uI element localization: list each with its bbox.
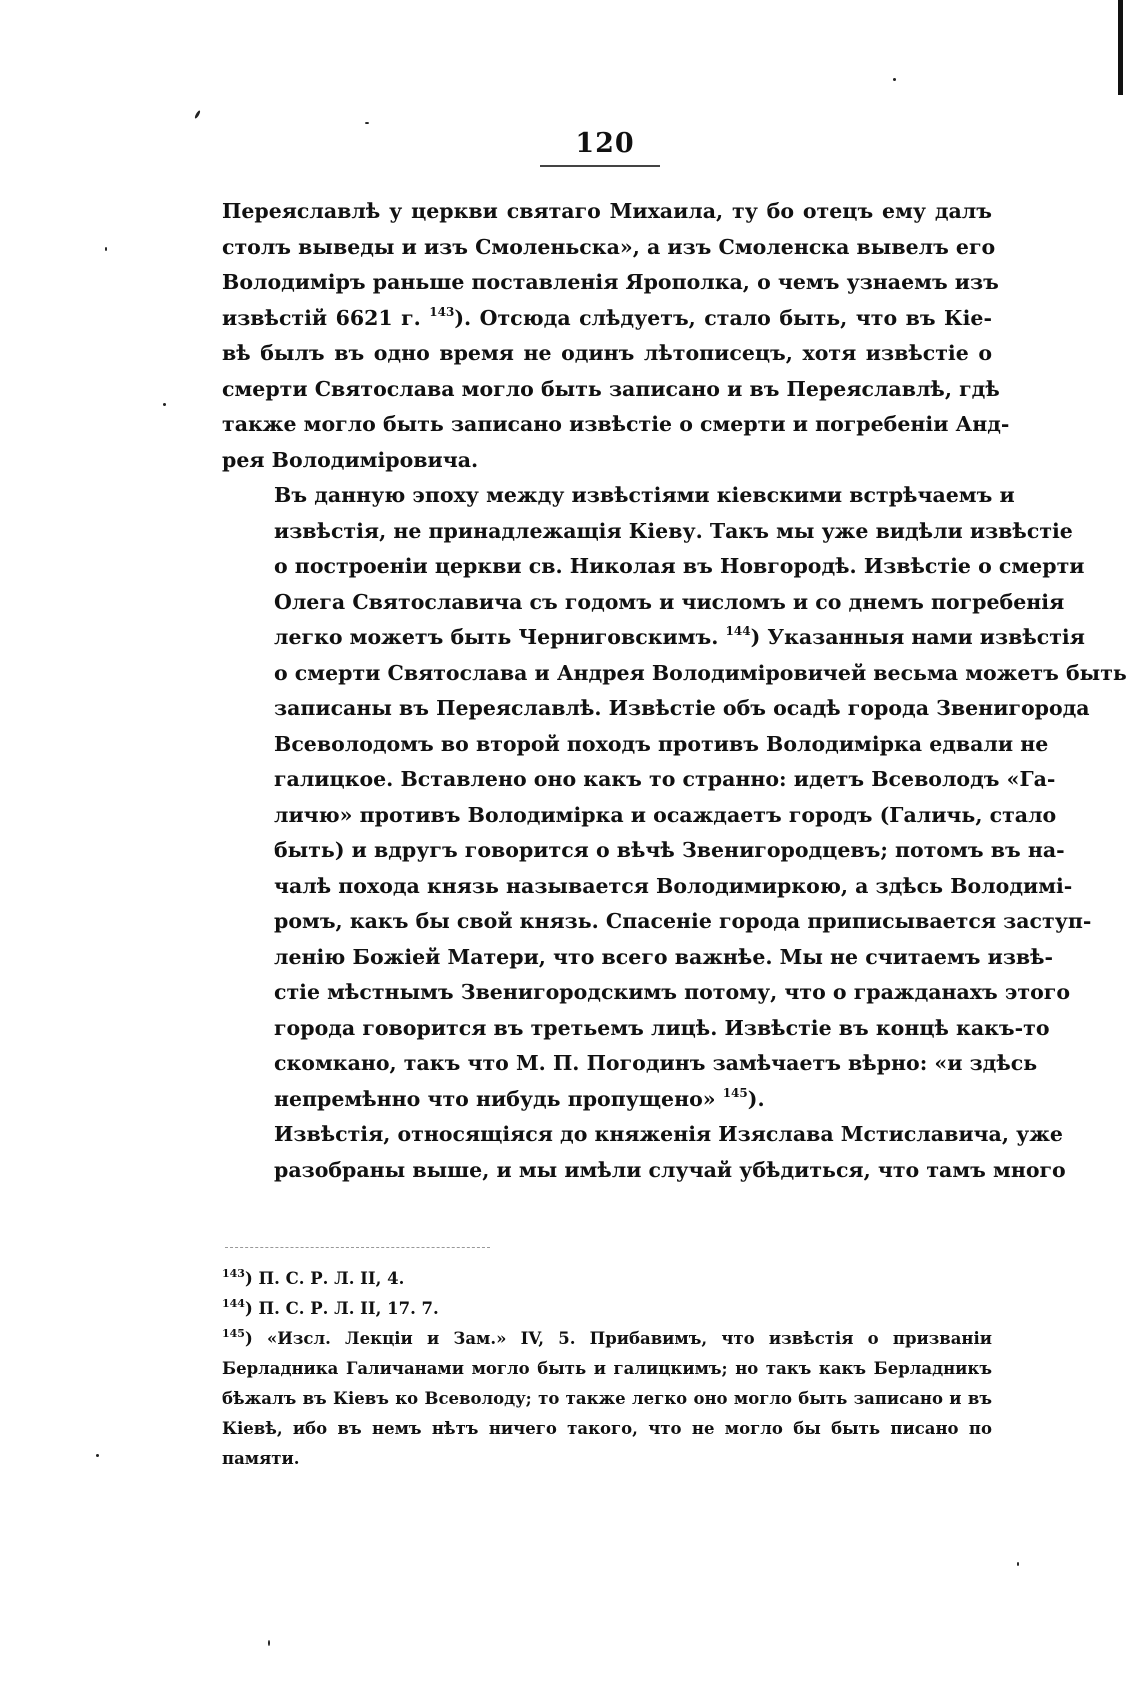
text-segment: ) Указанныя нами извѣстія <box>750 625 1085 649</box>
scan-speck <box>268 1640 270 1646</box>
text-line: вѣ былъ въ одно время не одинъ лѣтописецъ, хотя извѣстіе о <box>222 341 992 365</box>
text-line: рея Володиміровича. <box>222 447 479 472</box>
text-line: ромъ, какъ бы свой князь. Спасеніе города приписывается заступ- <box>274 909 1092 933</box>
text-line: Извѣстія, относящіяся до княженія Изяслава Мстиславича, уже <box>274 1122 1063 1146</box>
page-edge-bar <box>1118 0 1123 95</box>
paragraph <box>222 478 1127 1117</box>
page-number-rule <box>540 165 660 167</box>
text-line: Переяславлѣ у церкви святаго Михаила, ту бо отецъ ему далъ <box>222 199 992 223</box>
text-line: извѣстія, не принадлежащія Кіеву. Такъ мы уже видѣли извѣстіе <box>274 518 1073 543</box>
footnote-mark: 144 <box>222 1297 245 1310</box>
text-line: быть) и вдругъ говорится о вѣчѣ Звенигородцевъ; потомъ въ на- <box>274 838 1065 862</box>
scan-speck <box>893 78 896 81</box>
text-line <box>222 301 992 337</box>
text-segment: ). Отсюда слѣдуетъ, стало быть, что въ Кіе- <box>454 305 992 330</box>
footnote-text: ) П. С. Р. Л. II, 17. 7. <box>244 1299 439 1318</box>
paragraph <box>222 1117 1066 1188</box>
text-line: личю» противъ Володимірка и осаждаетъ городъ (Галичь, стало <box>274 802 1057 827</box>
text-line: города говорится въ третьемъ лицѣ. Извѣстіе въ концѣ какъ-то <box>274 1015 1050 1040</box>
text-segment: извѣстій 6621 г. <box>222 305 430 330</box>
text-line: галицкое. Вставлено оно какъ то странно: идетъ Всеволодъ «Га- <box>274 767 1056 791</box>
footnote-text: ) П. С. Р. Л. II, 4. <box>244 1269 405 1288</box>
footnote-text: ) «Изсл. Лекціи и Зам.» IV, 5. Прибавимъ, что извѣстія о призваніи Берладника Галичанами могло быть и галицкимъ; но такъ какъ Берладникъ бѣжалъ въ Кіевъ ко Всеволоду; то также легко оно могло быть записано и въ Кіевѣ, ибо въ немъ нѣтъ ничего такого, что не могло бы быть писано по памяти. <box>222 1329 992 1468</box>
text-line: чалѣ похода князь называется Володимиркою, а здѣсь Володимі- <box>274 873 1073 898</box>
text-line <box>222 620 1085 656</box>
text-line: о смерти Святослава и Андрея Володиміровичей весьма можетъ быть <box>274 660 1127 685</box>
footnote <box>222 1264 992 1294</box>
text-segment: непремѣнно что нибудь пропущено» <box>274 1086 723 1111</box>
body-text <box>222 194 1127 1188</box>
text-line: столъ выведы и изъ Смоленьска», а изъ Смоленска вывелъ его <box>222 234 996 259</box>
text-line: Всеволодомъ во второй походъ противъ Володимірка едвали не <box>274 731 1049 756</box>
scan-speck <box>194 110 201 119</box>
text-line: Въ данную эпоху между извѣстіями кіевскими встрѣчаемъ и <box>274 483 1015 507</box>
footnotes <box>222 1264 992 1474</box>
text-line: записаны въ Переяславлѣ. Извѣстіе объ осадѣ города Звенигорода <box>274 696 1090 720</box>
text-line: Олега Святославича съ годомъ и числомъ и со днемъ погребенія <box>274 589 1065 614</box>
footnote-mark: 143 <box>222 1267 245 1280</box>
text-segment: легко можетъ быть Черниговскимъ. <box>274 625 726 649</box>
text-segment: ). <box>747 1086 765 1111</box>
text-line: разобраны выше, и мы имѣли случай убѣдиться, что тамъ много <box>274 1157 1066 1182</box>
footnote-mark: 145 <box>222 1327 245 1340</box>
text-line: также могло быть записано извѣстіе о смерти и погребеніи Анд- <box>222 412 1010 436</box>
page-number: 120 <box>575 128 635 159</box>
scan-speck <box>1017 1562 1019 1566</box>
scan-speck <box>96 1454 99 1457</box>
scan-speck <box>105 247 107 251</box>
footnote-reference[interactable]: 145 <box>722 1085 748 1100</box>
text-line: Володиміръ раньше поставленія Ярополка, о чемъ узнаемъ изъ <box>222 270 999 294</box>
footnote <box>222 1324 992 1474</box>
footnote-reference[interactable]: 143 <box>429 304 455 319</box>
paragraph <box>222 194 1010 478</box>
scan-speck <box>365 122 369 124</box>
text-line: ленію Божіей Матери, что всего важнѣе. Мы не считаемъ извѣ- <box>274 944 1054 969</box>
text-line <box>222 1082 992 1118</box>
text-line: стіе мѣстнымъ Звенигородскимъ потому, что о гражданахъ этого <box>274 980 1071 1004</box>
footnote <box>222 1294 992 1324</box>
scan-speck <box>163 403 166 406</box>
text-line: скомкано, такъ что М. П. Погодинъ замѣчаетъ вѣрно: «и здѣсь <box>274 1051 1038 1075</box>
footnotes-rule <box>225 1247 490 1248</box>
text-line: о построеніи церкви св. Николая въ Новгородѣ. Извѣстіе о смерти <box>274 554 1085 578</box>
footnote-reference[interactable]: 144 <box>725 624 751 638</box>
text-line: смерти Святослава могло быть записано и въ Переяславлѣ, гдѣ <box>222 376 1000 401</box>
